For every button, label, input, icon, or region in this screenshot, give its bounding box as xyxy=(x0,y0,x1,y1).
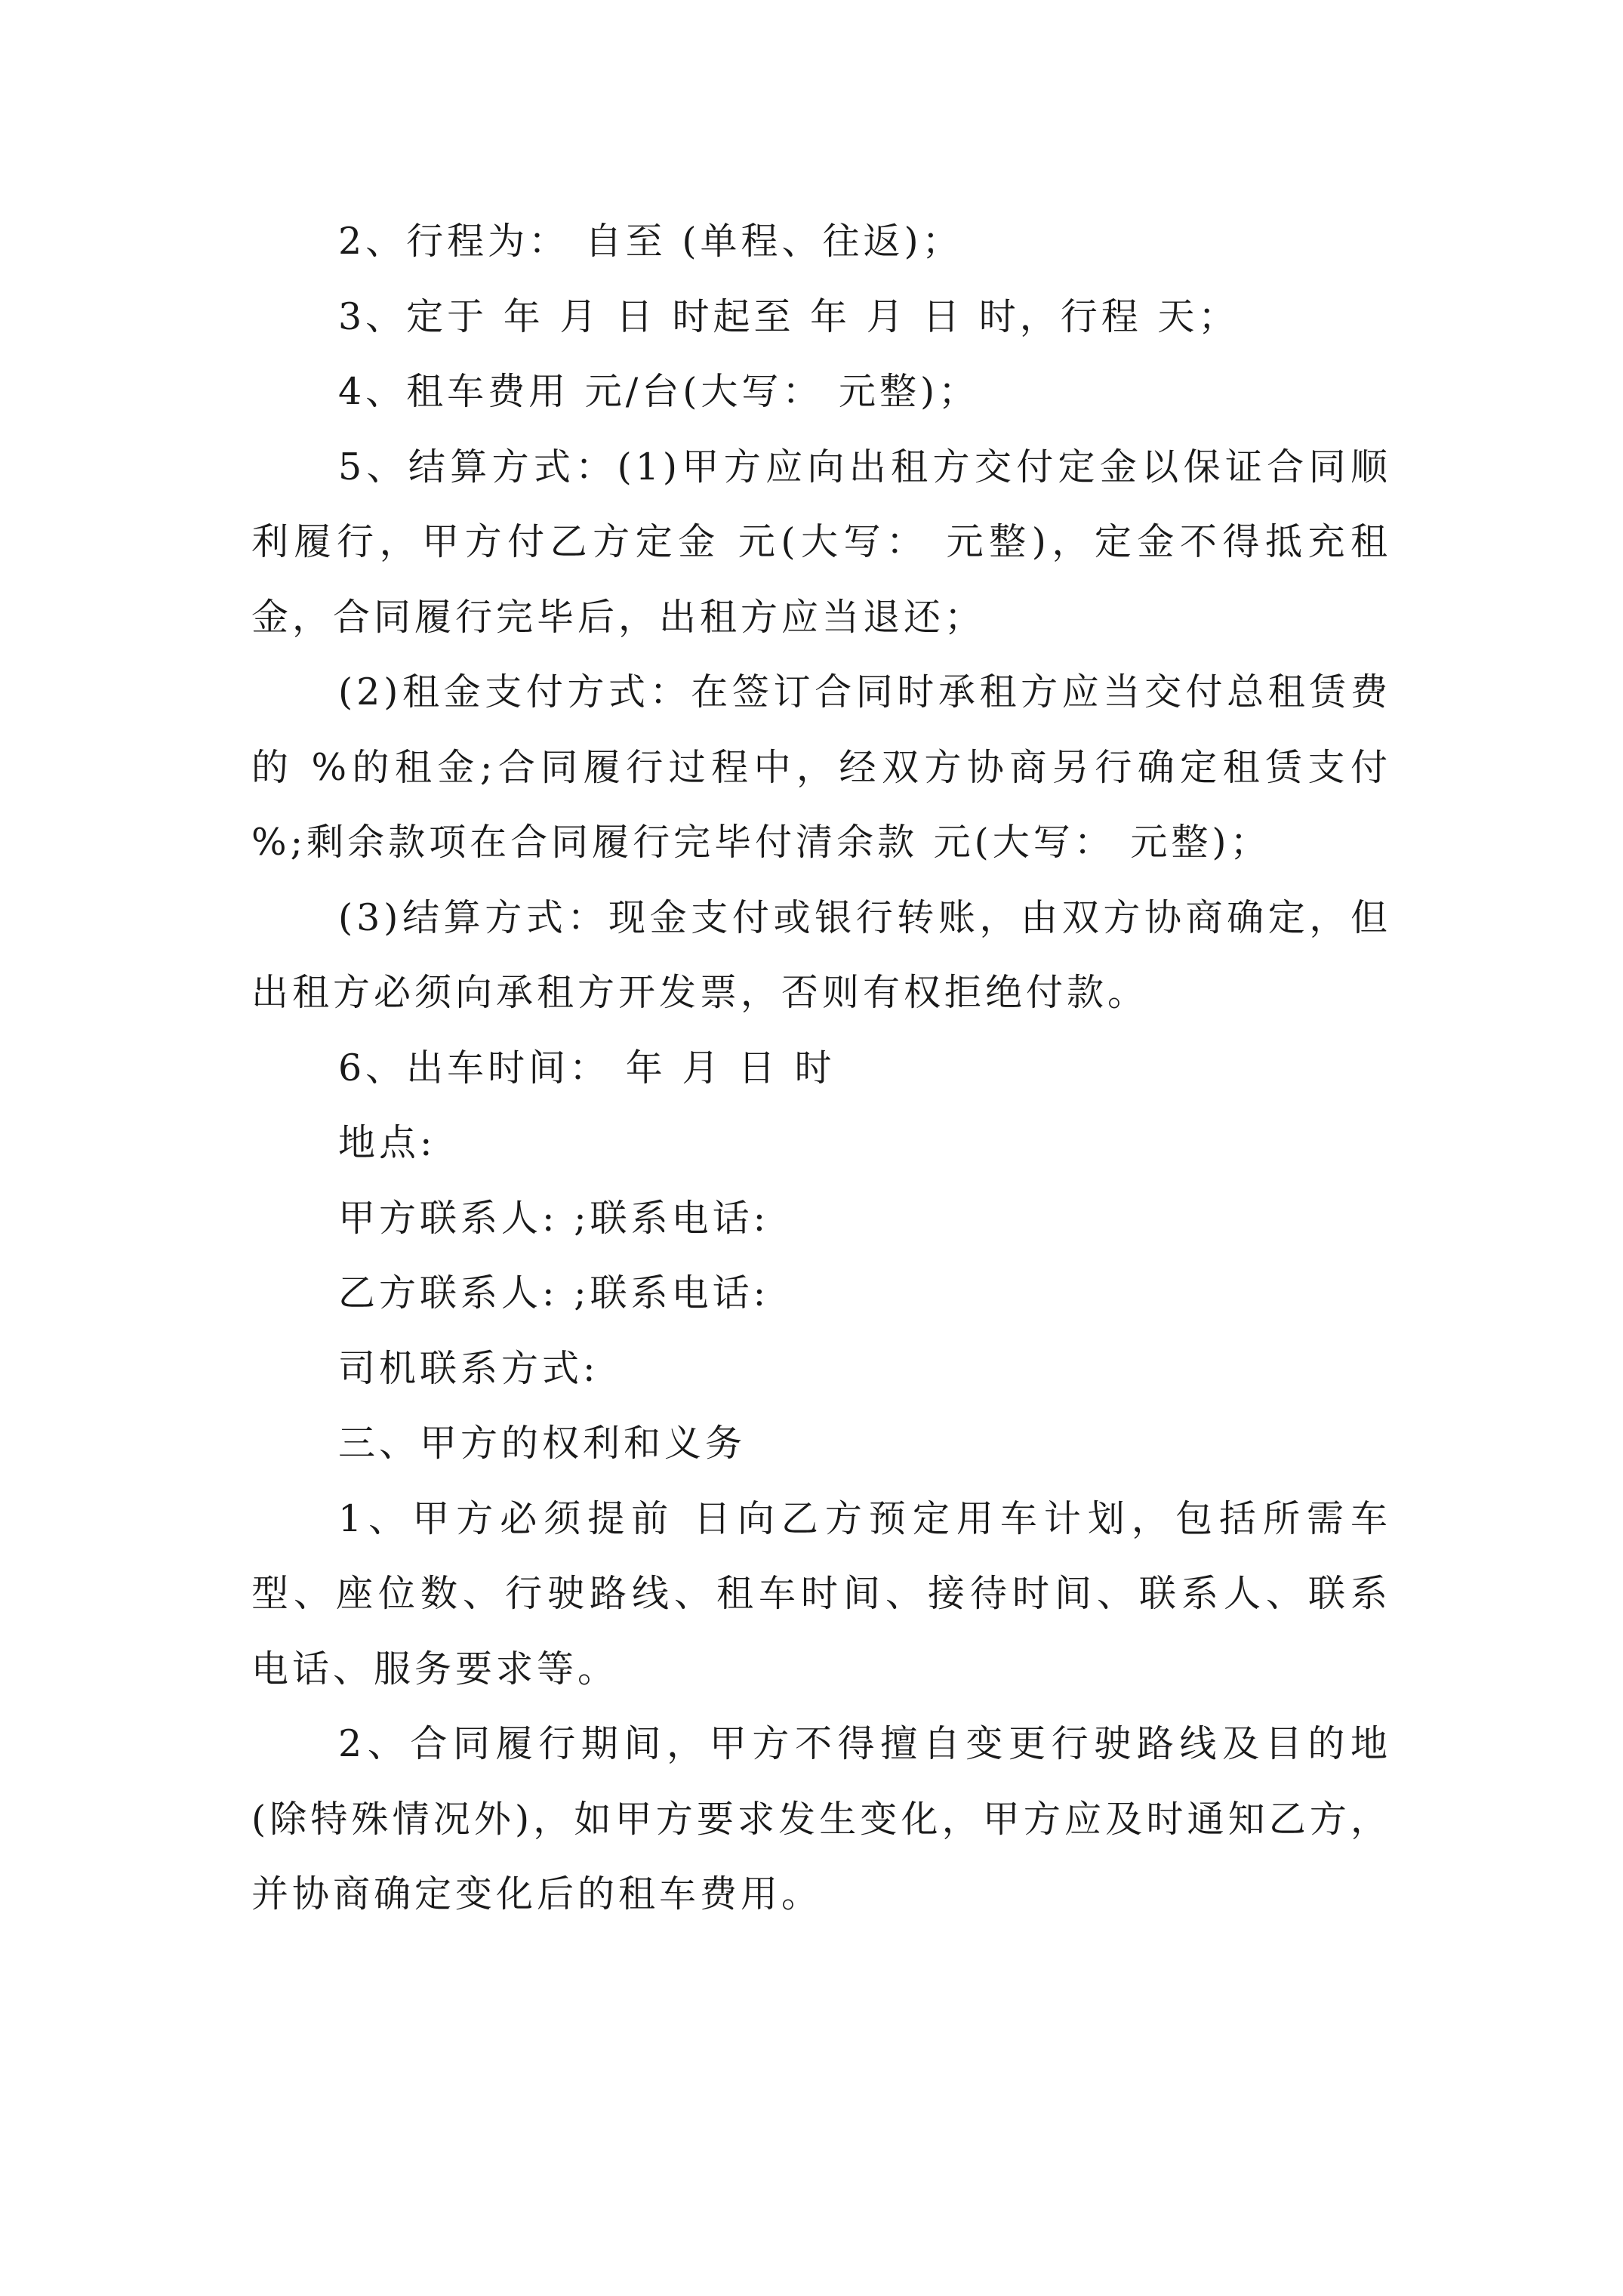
paragraph-itinerary: 2、行程为： 自至 (单程、往返)； xyxy=(338,220,963,263)
paragraph-advance-booking: 1、甲方必须提前 日向乙方预定用车计划，包括所需车型、座位数、行驶路线、租车时间、接待时间、联系人、联系电话、服务要求等。 xyxy=(251,1496,1391,1690)
paragraph-location: 地点: xyxy=(338,1121,436,1164)
paragraph-settlement-deposit: 5、结算方式：(1)甲方应向出租方交付定金以保证合同顺利履行，甲方付乙方定金 元(大写： 元整)，定金不得抵充租金，合同履行完毕后，出租方应当退还； xyxy=(251,445,1391,639)
paragraph-driver-contact: 司机联系方式: xyxy=(338,1346,599,1390)
paragraph-departure-time: 6、出车时间： 年 月 日 时 xyxy=(338,1046,836,1089)
section-heading-party-a-rights: 三、甲方的权利和义务 xyxy=(338,1422,747,1465)
paragraph-rent-payment: (2)租金支付方式：在签订合同时承租方应当交付总租赁费的 %的租金;合同履行过程中，经双方协商另行确定租赁支付 %;剩余款项在合同履行完毕付清余款 元(大写： 元整)； xyxy=(251,670,1391,864)
paragraph-settlement-method: (3)结算方式：现金支付或银行转账，由双方协商确定，但出租方必须向承租方开发票，否则有权拒绝付款。 xyxy=(251,895,1391,1014)
document-body xyxy=(251,204,1391,1932)
paragraph-route-change: 2、合同履行期间，甲方不得擅自变更行驶路线及目的地(除特殊情况外)，如甲方要求发生变化，甲方应及时通知乙方，并协商确定变化后的租车费用。 xyxy=(251,1722,1391,1915)
paragraph-schedule: 3、定于 年 月 日 时起至 年 月 日 时，行程 天； xyxy=(338,294,1240,338)
paragraph-party-a-contact: 甲方联系人: ;联系电话: xyxy=(338,1196,770,1240)
paragraph-party-b-contact: 乙方联系人: ;联系电话: xyxy=(338,1271,770,1314)
paragraph-rental-fee: 4、租车费用 元/台(大写： 元整)； xyxy=(338,370,980,413)
